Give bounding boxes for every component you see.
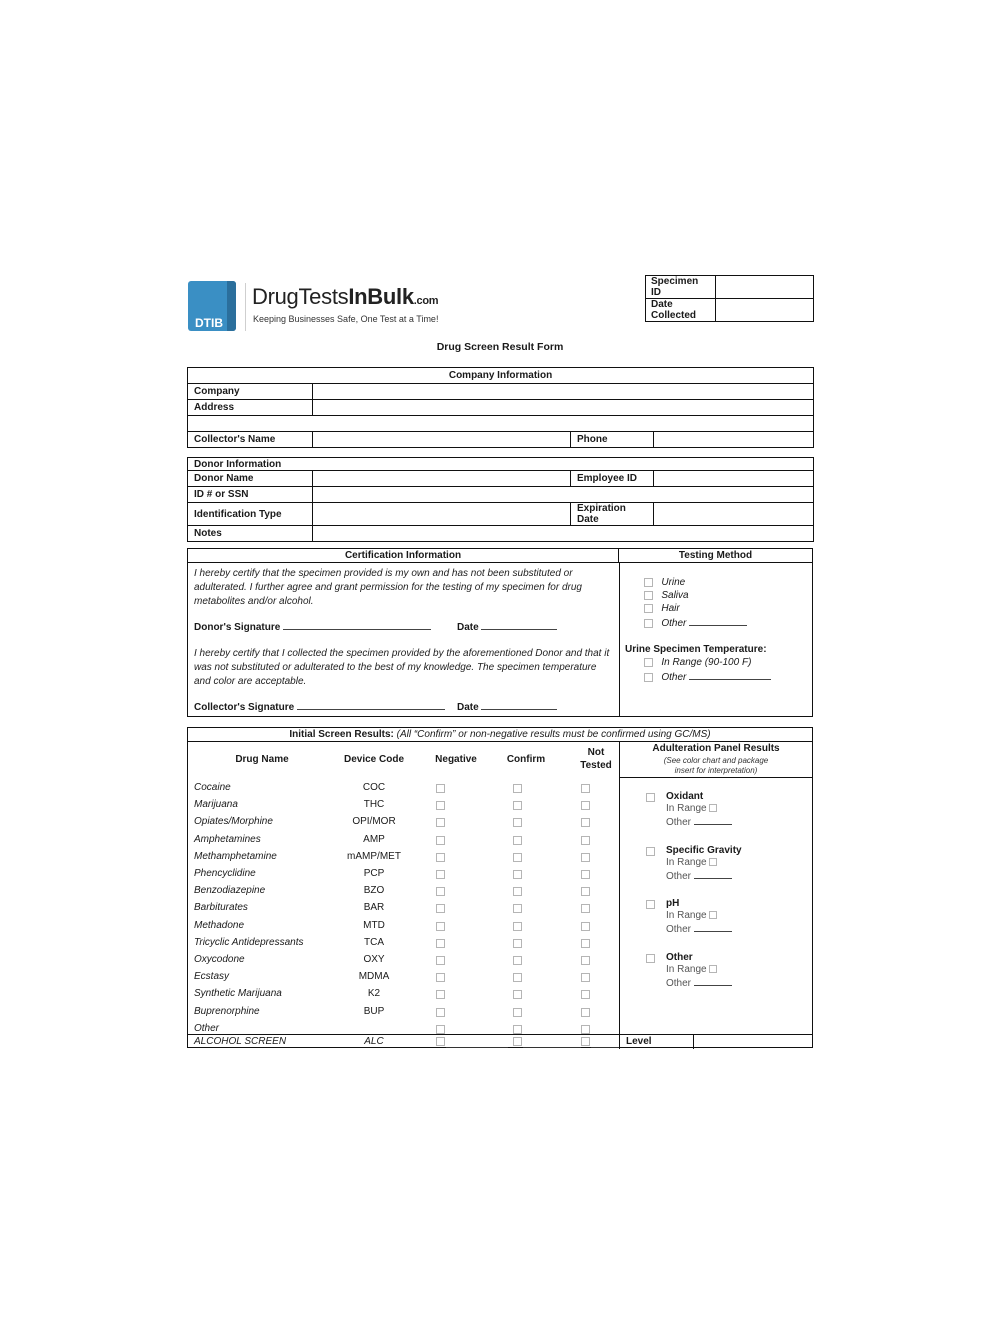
adulteration-other [666,976,732,990]
confirm-checkbox[interactable] [513,853,522,862]
other-line[interactable] [694,869,732,879]
adulteration-divider [619,742,620,1035]
brand-suffix: .com [413,295,439,307]
negative-checkbox[interactable] [436,956,445,965]
col-confirm: Confirm [506,754,546,765]
company-label: Company [188,384,313,400]
device-code: AMP [363,833,385,845]
confirm-checkbox[interactable] [513,836,522,845]
device-code: mAMP/MET [347,850,401,862]
company-info-heading: Company Information [188,368,814,384]
checkbox-icon[interactable] [644,658,653,667]
address-label: Address [188,400,313,416]
level-field[interactable] [694,1035,812,1048]
company-info-table [187,367,814,448]
donor-signature-label: Donor's Signature [194,622,281,633]
id-ssn-label: ID # or SSN [188,487,313,503]
device-code: K2 [367,988,381,1000]
donor-date-label: Date [457,622,479,633]
screen-results-note: (All “Confirm” or non-negative results must be confirmed using GC/MS) [396,729,711,740]
confirm-checkbox[interactable] [513,801,522,810]
expiration-date-label: Expiration Date [571,503,654,526]
donor-name-field[interactable] [313,471,571,487]
in-range-checkbox[interactable] [709,804,717,812]
not-tested-checkbox[interactable] [581,1008,590,1017]
drug-row [188,935,620,952]
in-range-checkbox[interactable] [709,911,717,919]
form-title: Drug Screen Result Form [436,341,564,353]
drug-row [188,780,620,797]
checkbox-icon[interactable] [644,578,653,587]
adulteration-in-range [666,909,732,922]
adulteration-item-title: pH [666,898,680,909]
drug-row [188,832,620,849]
employee-id-label: Employee ID [571,471,654,487]
collector-signature-row [194,700,445,713]
alcohol-not-tested-checkbox[interactable] [581,1037,590,1046]
drug-name: Benzodiazepine [194,885,266,897]
drug-name: Cocaine [194,782,231,793]
alcohol-screen-row [188,1034,812,1048]
drug-name: Buprenorphine [194,1005,260,1017]
drug-row [188,814,620,831]
collector-signature-line[interactable] [297,700,445,710]
confirm-checkbox[interactable] [513,922,522,931]
adulteration-item-title: Other [666,951,693,963]
method-saliva-label: Saliva [661,590,689,601]
not-tested-checkbox[interactable] [581,939,590,948]
confirm-checkbox[interactable] [513,939,522,948]
adulteration-heading: Adulteration Panel Results [652,743,780,754]
device-code: BZO [363,885,385,897]
screen-results-title-bold: Initial Screen Results: [289,729,394,740]
in-range-label: In Range [666,856,707,868]
temp-other-label: Other [661,672,687,683]
checkbox-icon[interactable] [644,604,653,613]
device-code: OPI/MOR [352,816,396,828]
donor-info-heading: Donor Information [188,458,814,471]
method-other-label: Other [661,618,687,629]
negative-checkbox[interactable] [436,990,445,999]
adulteration-checkbox[interactable] [646,900,655,909]
in-range-label: In Range [666,910,707,921]
in-range-checkbox[interactable] [709,858,717,866]
date-collected-label: Date Collected [646,299,716,322]
col-negative: Negative [435,754,477,765]
not-tested-checkbox[interactable] [581,870,590,879]
collector-name-field[interactable] [313,432,571,448]
negative-checkbox[interactable] [436,887,445,896]
drug-row [188,849,620,866]
level-label: Level [626,1036,652,1047]
donor-statement: I hereby certify that the specimen provided is my own and has not been substituted or adulterated. I further agree and grant permission for the testing of my specimen for drug metabolites and/or alcohol. [194,568,582,607]
specimen-table [645,275,814,322]
brand-name [252,284,438,310]
drug-name: Phencyclidine [194,868,256,879]
adulteration-in-range [666,802,732,815]
other-line[interactable] [694,976,732,986]
drug-name: Oxycodone [194,954,245,965]
expiration-date-field[interactable] [654,503,814,526]
collector-date-label: Date [457,702,479,713]
temp-in-range-label: In Range (90-100 F) [661,657,752,668]
in-range-label: In Range [666,803,707,814]
donor-signature-row [194,620,431,633]
confirm-checkbox[interactable] [513,870,522,879]
logo-abbr: DTIB [195,316,223,330]
adulteration-checkbox[interactable] [646,793,655,802]
donor-date-row [457,620,557,633]
method-urine-label: Urine [661,577,686,588]
negative-checkbox[interactable] [436,1025,445,1034]
method-other[interactable] [644,616,747,629]
device-code: MDMA [358,971,390,983]
confirm-checkbox[interactable] [513,973,522,982]
certification-section [187,548,813,717]
other-line[interactable] [694,815,732,825]
device-code: BAR [363,902,385,914]
brand-regular: DrugTests [252,284,349,309]
adulteration-item-title: Specific Gravity [666,844,742,856]
drug-name: Ecstasy [194,971,230,983]
collector-date-line[interactable] [481,700,557,710]
drug-name: Tricyclic Antidepressants [194,936,304,948]
certification-heading: Certification Information [188,549,619,563]
confirm-checkbox[interactable] [513,1025,522,1034]
method-hair[interactable] [644,603,680,614]
adulteration-other [666,869,742,883]
drug-row [188,1004,620,1021]
alcohol-name: ALCOHOL SCREEN [194,1036,287,1047]
confirm-checkbox[interactable] [513,818,522,827]
method-urine[interactable] [644,577,685,588]
level-divider [619,1034,620,1049]
checkbox-icon[interactable] [644,619,653,628]
drug-name: Barbiturates [194,902,248,914]
adulteration-checkbox[interactable] [646,954,655,963]
device-code: THC [363,799,385,811]
adulteration-header-divider [620,777,812,778]
drug-name: Opiates/Morphine [194,816,273,828]
confirm-checkbox[interactable] [513,1008,522,1017]
confirm-checkbox[interactable] [513,784,522,793]
drug-row [188,866,620,883]
other-label: Other [666,817,692,828]
alcohol-not-tested-line [591,1047,619,1048]
logo-divider [245,283,246,331]
id-type-field[interactable] [313,503,571,526]
not-tested-checkbox[interactable] [581,853,590,862]
alcohol-confirm-line [523,1047,581,1048]
collector-signature-label: Collector's Signature [194,702,295,713]
drug-row [188,969,620,986]
device-code: PCP [363,868,385,879]
negative-checkbox[interactable] [436,836,445,845]
drug-name: Amphetamines [194,833,261,845]
brand-bold: InBulk [348,284,414,309]
drug-name: Marijuana [194,799,238,811]
specimen-id-label: Specimen ID [646,276,716,299]
drug-row [188,952,620,969]
negative-checkbox[interactable] [436,818,445,827]
temp-other[interactable] [644,670,771,683]
drug-row [188,797,620,814]
phone-label: Phone [571,432,654,448]
alcohol-negative-line [446,1047,508,1048]
address-line2-field[interactable] [188,416,814,432]
alcohol-negative-checkbox[interactable] [436,1037,445,1046]
not-tested-checkbox[interactable] [581,801,590,810]
id-ssn-field[interactable] [313,487,814,503]
not-tested-checkbox[interactable] [581,956,590,965]
adulteration-other [666,922,732,936]
alcohol-code: ALC [364,1036,384,1047]
negative-checkbox[interactable] [436,784,445,793]
adulteration-in-range [666,856,742,869]
temp-in-range[interactable] [644,657,751,668]
col-device-code: Device Code [343,754,405,765]
logo-badge [188,281,236,331]
tagline: Keeping Businesses Safe, One Test at a Time! [253,314,439,324]
confirm-checkbox[interactable] [513,887,522,896]
col-not-tested: Not Tested [580,747,612,771]
drug-row [188,918,620,935]
drug-row [188,986,620,1003]
device-code: COC [362,782,386,793]
confirm-checkbox[interactable] [513,904,522,913]
method-hair-label: Hair [661,603,680,614]
not-tested-checkbox[interactable] [581,904,590,913]
notes-label: Notes [188,526,313,542]
col-drug-name: Drug Name [235,754,289,765]
donor-signature-line[interactable] [283,620,431,630]
adulteration-checkbox[interactable] [646,847,655,856]
notes-field[interactable] [313,526,814,542]
collector-statement: I hereby certify that I collected the specimen provided by the aforementioned Donor and that it was not substituted or adulterated to the best of my knowledge. The specimen temperature and color are acceptable. [194,648,610,687]
phone-field[interactable] [654,432,814,448]
temp-heading: Urine Specimen Temperature: [625,644,767,655]
donor-info-table [187,457,814,542]
date-collected-field[interactable] [716,299,814,322]
negative-checkbox[interactable] [436,939,445,948]
device-code: TCA [364,936,384,948]
negative-checkbox[interactable] [436,870,445,879]
donor-name-label: Donor Name [188,471,313,487]
not-tested-checkbox[interactable] [581,973,590,982]
other-label: Other [666,924,692,935]
not-tested-checkbox[interactable] [581,887,590,896]
id-type-label: Identification Type [188,503,313,526]
negative-checkbox[interactable] [436,801,445,810]
not-tested-checkbox[interactable] [581,818,590,827]
device-code: OXY [363,954,385,965]
in-range-checkbox[interactable] [709,965,717,973]
checkbox-icon[interactable] [644,591,653,600]
not-tested-checkbox[interactable] [581,784,590,793]
confirm-checkbox[interactable] [513,956,522,965]
adulteration-other [666,815,732,829]
negative-checkbox[interactable] [436,922,445,931]
address-field[interactable] [313,400,814,416]
not-tested-checkbox[interactable] [581,1025,590,1034]
checkbox-icon[interactable] [644,673,653,682]
drug-name: Methamphetamine [194,850,277,862]
adulteration-note: (See color chart and package insert for interpretation) [663,756,769,775]
negative-checkbox[interactable] [436,1008,445,1017]
not-tested-checkbox[interactable] [581,990,590,999]
other-label: Other [666,977,692,989]
donor-date-line[interactable] [481,620,557,630]
screen-results-section [187,727,813,1048]
employee-id-field[interactable] [654,471,814,487]
adulteration-item [666,952,732,990]
negative-checkbox[interactable] [436,973,445,982]
negative-checkbox[interactable] [436,853,445,862]
collector-name-label: Collector's Name [188,432,313,448]
company-field[interactable] [313,384,814,400]
not-tested-checkbox[interactable] [581,836,590,845]
adulteration-in-range [666,963,732,976]
adulteration-item [666,791,732,829]
not-tested-checkbox[interactable] [581,922,590,931]
section-divider [619,563,620,716]
drug-name: Other [194,1022,220,1034]
specimen-id-field[interactable] [716,276,814,299]
adulteration-item [666,845,742,883]
drug-row [188,900,620,917]
adulteration-item [666,898,732,936]
in-range-label: In Range [666,963,707,975]
device-code: BUP [363,1005,385,1017]
method-saliva[interactable] [644,590,689,601]
testing-method-heading: Testing Method [619,549,812,563]
other-line[interactable] [694,922,732,932]
negative-checkbox[interactable] [436,904,445,913]
collector-date-row [457,700,557,713]
other-label: Other [666,870,692,882]
alcohol-confirm-checkbox[interactable] [513,1037,522,1046]
confirm-checkbox[interactable] [513,990,522,999]
method-other-line[interactable] [689,616,747,626]
adulteration-item-title: Oxidant [666,791,704,802]
drug-row [188,883,620,900]
device-code: MTD [363,919,385,931]
drug-name: Synthetic Marijuana [194,988,282,1000]
temp-other-line[interactable] [689,670,771,680]
screen-results-title [188,728,812,742]
drug-name: Methadone [194,919,245,931]
